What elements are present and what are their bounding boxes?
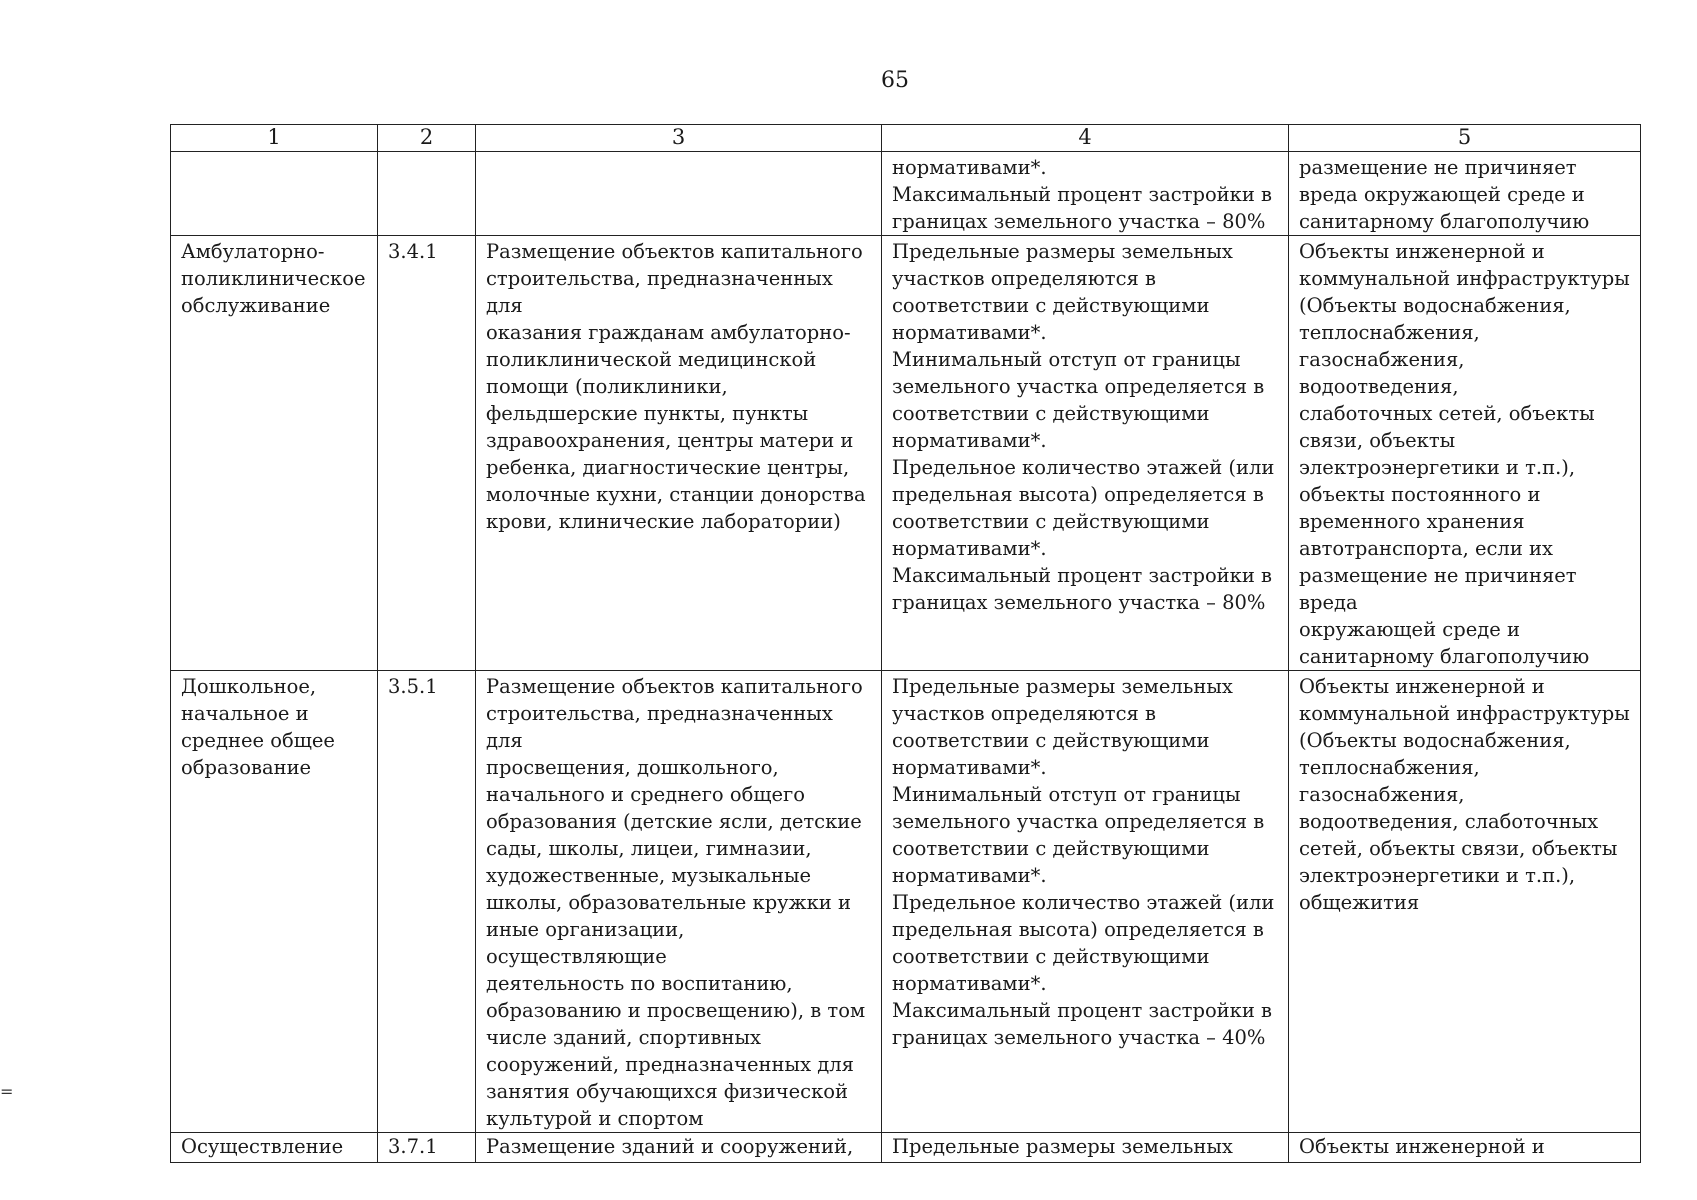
auxiliary-uses-cell: Объекты инженерной и коммунальной инфраструктуры (Объекты водоснабжения, теплоснабжения, газоснабжения, водоотведения, слаботочных сетей, объекты связи, объекты электроэнергетики и т.п.), объекты постоянного и временного хранения автотранспорта, если их размещение не причиняет вреда окружающей среде и санитарному благополучию [1289, 236, 1641, 671]
building-parameters-cell: Предельные размеры земельных участков определяются в соответствии с действующими нормативами*. Минимальный отступ от границы земельного участка определяется в соответствии с действующими нормативами*. Предельное количество этажей (или предельная высота) определяется в соответствии с действующими нормативами*. Максимальный процент застройки в границах земельного участка – 80% [882, 236, 1289, 671]
land-use-code-cell: 3.4.1 [378, 236, 476, 671]
land-use-name-cell: Дошкольное, начальное и среднее общее образование [171, 671, 378, 1133]
table-row [171, 671, 1641, 1133]
column-header-4: 4 [882, 125, 1289, 152]
table-row [171, 152, 1641, 236]
table-header-row [171, 125, 1641, 152]
zoning-table [170, 124, 1641, 1163]
land-use-description-cell: Размещение объектов капитального строительства, предназначенных для просвещения, дошкольного, начального и среднего общего образования (детские ясли, детские сады, школы, лицеи, гимназии, художественные, музыкальные школы, образовательные кружки и иные организации, осуществляющие деятельность по воспитанию, образованию и просвещению), в том числе зданий, спортивных сооружений, предназначенных для занятия обучающихся физической культурой и спортом [476, 671, 882, 1133]
zoning-table-container [170, 124, 1640, 1163]
building-parameters-cell: Предельные размеры земельных участков определяются в соответствии с действующими нормативами*. Минимальный отступ от границы земельного участка определяется в соответствии с действующими нормативами*. Предельное количество этажей (или предельная высота) определяется в соответствии с действующими нормативами*. Максимальный процент застройки в границах земельного участка – 40% [882, 671, 1289, 1133]
auxiliary-uses-cell: Объекты инженерной и коммунальной инфраструктуры (Объекты водоснабжения, теплоснабжения, газоснабжения, водоотведения, слаботочных сетей, объекты связи, объекты электроэнергетики и т.п.), общежития [1289, 671, 1641, 1133]
land-use-name-cell: Амбулаторно- поликлиническое обслуживание [171, 236, 378, 671]
building-parameters-cell: нормативами*. Максимальный процент застройки в границах земельного участка – 80% [882, 152, 1289, 236]
land-use-code-cell: 3.5.1 [378, 671, 476, 1133]
column-header-5: 5 [1289, 125, 1641, 152]
margin-mark: = [0, 1082, 14, 1101]
land-use-code-cell [378, 152, 476, 236]
column-header-2: 2 [378, 125, 476, 152]
page-number: 65 [881, 68, 909, 93]
building-parameters-cell: Предельные размеры земельных [882, 1133, 1289, 1163]
auxiliary-uses-cell: размещение не причиняет вреда окружающей среде и санитарному благополучию [1289, 152, 1641, 236]
land-use-code-cell: 3.7.1 [378, 1133, 476, 1163]
land-use-name-cell: Осуществление [171, 1133, 378, 1163]
column-header-3: 3 [476, 125, 882, 152]
land-use-description-cell: Размещение объектов капитального строительства, предназначенных для оказания гражданам амбулаторно- поликлинической медицинской помощи (поликлиники, фельдшерские пункты, пункты здравоохранения, центры матери и ребенка, диагностические центры, молочные кухни, станции донорства крови, клинические лаборатории) [476, 236, 882, 671]
table-row [171, 1133, 1641, 1163]
land-use-description-cell [476, 152, 882, 236]
column-header-1: 1 [171, 125, 378, 152]
table-row [171, 236, 1641, 671]
auxiliary-uses-cell: Объекты инженерной и [1289, 1133, 1641, 1163]
land-use-description-cell: Размещение зданий и сооружений, [476, 1133, 882, 1163]
land-use-name-cell [171, 152, 378, 236]
